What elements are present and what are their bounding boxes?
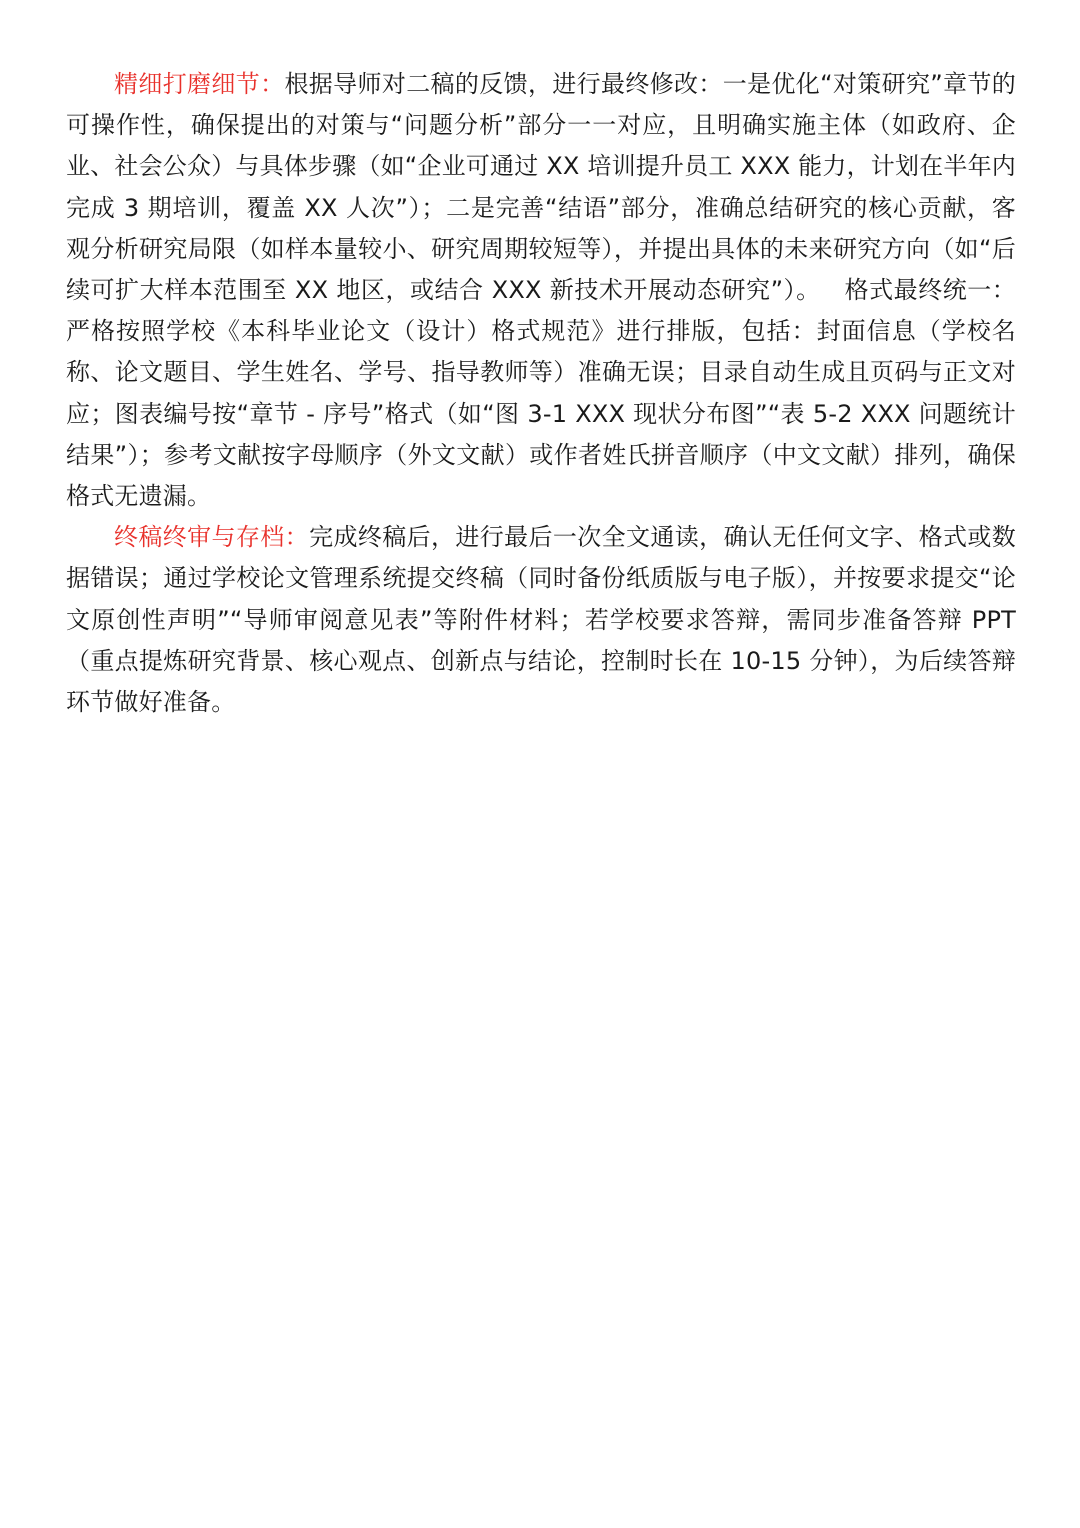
section-heading-refine-details: 精细打磨细节：	[114, 70, 285, 98]
paragraph-refine-details	[66, 64, 1016, 517]
paragraph-text: 根据导师对二稿的反馈，进行最终修改：一是优化“对策研究”章节的可操作性，确保提出的对策与“问题分析”部分一一对应，且明确实施主体（如政府、企业、社会公众）与具体步骤（如“企业可通过 XX 培训提升员工 XXX 能力，计划在半年内完成 3 期培训，覆盖 XX 人次”）；二是完善“结语”部分，准确总结研究的核心贡献，客观分析研究局限（如样本量较小、研究周期较短等），并提出具体的未来研究方向（如“后续可扩大样本范围至 XX 地区，或结合 XXX 新技术开展动态研究”）。	[66, 70, 1016, 305]
section-heading-final-review: 终稿终审与存档：	[114, 523, 310, 552]
paragraph-text: 完成终稿后，进行最后一次全文通读，确认无任何文字、格式或数据错误；通过学校论文管理系统提交终稿（同时备份纸质版与电子版），并按要求提交“论文原创性声明”“导师审阅意见表”等附件材料；若学校要求答辩，需同步准备答辩 PPT（重点提炼研究背景、核心观点、创新点与结论，控制时长在 10-15 分钟），为后续答辩环节做好准备。	[66, 523, 1016, 717]
paragraph-final-review	[66, 517, 1016, 723]
format-unification-text: 格式最终统一：严格按照学校《本科毕业论文（设计）格式规范》进行排版，包括：封面信息（学校名称、论文题目、学生姓名、学号、指导教师等）准确无误；目录自动生成且页码与正文对应；图表编号按“章节 - 序号”格式（如“图 3-1 XXX 现状分布图”“表 5-2 XXX 问题统计结果”）；参考文献按字母顺序（外文文献）或作者姓氏拼音顺序（中文文献）排列，确保格式无遗漏。	[66, 276, 1016, 511]
document-body	[66, 64, 1016, 723]
